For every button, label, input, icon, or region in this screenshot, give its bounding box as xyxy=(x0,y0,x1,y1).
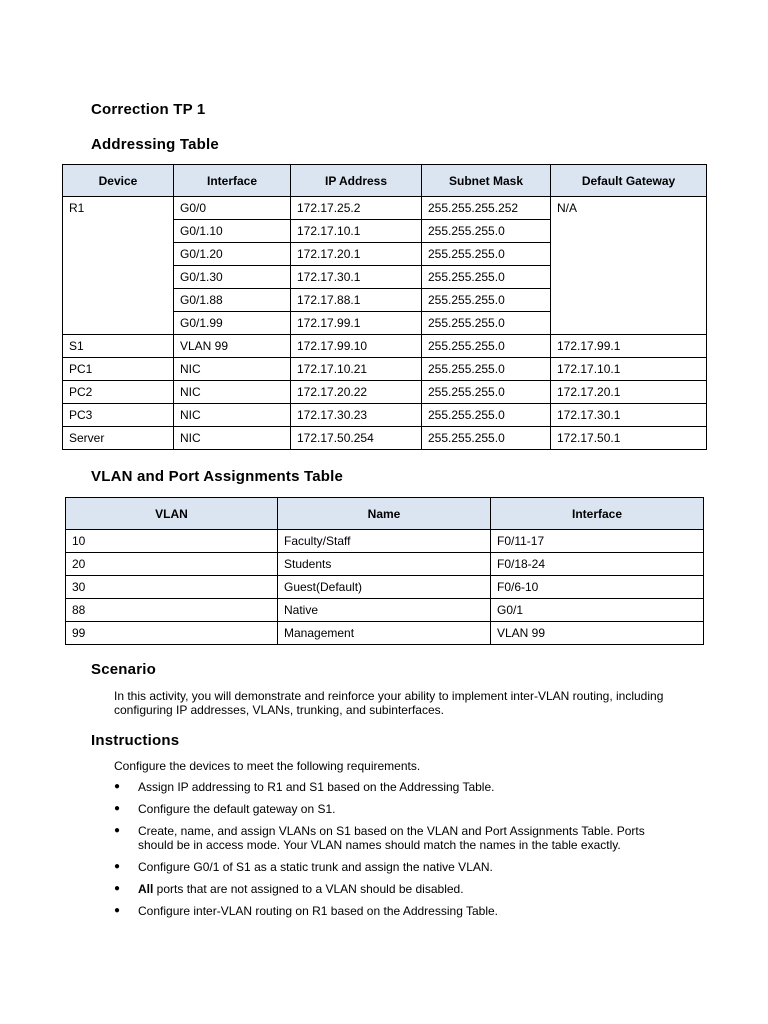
table-row xyxy=(63,404,707,427)
ip-address-cell: 172.17.99.1 xyxy=(291,312,422,335)
bullet-icon: ● xyxy=(114,861,121,872)
list-item xyxy=(114,860,674,874)
device-cell: S1 xyxy=(63,335,174,358)
vlan-name-cell: Students xyxy=(278,553,491,576)
gateway-cell xyxy=(551,266,707,289)
interface-cell: NIC xyxy=(174,404,291,427)
list-item-text: Create, name, and assign VLANs on S1 based on the VLAN and Port Assignments Table. Ports should be in access mode. Your VLAN names should match the names in the table exactly. xyxy=(138,824,645,852)
table-row xyxy=(66,622,704,645)
gateway-cell xyxy=(551,243,707,266)
interface-cell: G0/1.20 xyxy=(174,243,291,266)
device-cell: PC1 xyxy=(63,358,174,381)
header-default-gateway: Default Gateway xyxy=(551,165,707,197)
vlan-interface-cell: G0/1 xyxy=(491,599,704,622)
table-row xyxy=(63,427,707,450)
gateway-cell xyxy=(551,312,707,335)
list-item-text: Configure the default gateway on S1. xyxy=(138,802,336,816)
bullet-icon: ● xyxy=(114,781,121,792)
vlan-header-row xyxy=(66,498,704,530)
table-row xyxy=(66,530,704,553)
ip-address-cell: 172.17.10.21 xyxy=(291,358,422,381)
ip-address-cell: 172.17.10.1 xyxy=(291,220,422,243)
subnet-mask-cell: 255.255.255.0 xyxy=(422,266,551,289)
subnet-mask-cell: 255.255.255.0 xyxy=(422,427,551,450)
subnet-mask-cell: 255.255.255.252 xyxy=(422,197,551,220)
bullet-icon: ● xyxy=(114,803,121,814)
ip-address-cell: 172.17.88.1 xyxy=(291,289,422,312)
gateway-cell: N/A xyxy=(551,197,707,220)
ip-address-cell: 172.17.30.1 xyxy=(291,266,422,289)
list-item xyxy=(114,824,674,852)
ip-address-cell: 172.17.20.22 xyxy=(291,381,422,404)
vlan-interface-cell: F0/18-24 xyxy=(491,553,704,576)
vlan-name-cell: Faculty/Staff xyxy=(278,530,491,553)
vlan-name-cell: Native xyxy=(278,599,491,622)
instructions-intro: Configure the devices to meet the following requirements. xyxy=(114,759,421,773)
table-row xyxy=(63,266,707,289)
vlan-interface-cell: F0/11-17 xyxy=(491,530,704,553)
device-cell xyxy=(63,289,174,312)
addressing-table xyxy=(62,164,707,450)
device-cell xyxy=(63,266,174,289)
gateway-cell xyxy=(551,289,707,312)
bullet-icon: ● xyxy=(114,883,121,894)
table-row xyxy=(63,335,707,358)
gateway-cell: 172.17.99.1 xyxy=(551,335,707,358)
header-device: Device xyxy=(63,165,174,197)
device-cell xyxy=(63,220,174,243)
interface-cell: G0/1.88 xyxy=(174,289,291,312)
ip-address-cell: 172.17.30.23 xyxy=(291,404,422,427)
device-cell: PC3 xyxy=(63,404,174,427)
table-row xyxy=(63,358,707,381)
list-item-text: Assign IP addressing to R1 and S1 based on the Addressing Table. xyxy=(138,780,495,794)
subnet-mask-cell: 255.255.255.0 xyxy=(422,404,551,427)
subnet-mask-cell: 255.255.255.0 xyxy=(422,358,551,381)
bullet-icon: ● xyxy=(114,825,121,836)
gateway-cell: 172.17.50.1 xyxy=(551,427,707,450)
list-item xyxy=(114,802,674,816)
table-row xyxy=(66,553,704,576)
interface-cell: NIC xyxy=(174,358,291,381)
table-row xyxy=(63,243,707,266)
header-interface: Interface xyxy=(491,498,704,530)
requirements-list xyxy=(114,780,674,926)
interface-cell: VLAN 99 xyxy=(174,335,291,358)
subnet-mask-cell: 255.255.255.0 xyxy=(422,335,551,358)
table-row xyxy=(63,381,707,404)
vlan-interface-cell: VLAN 99 xyxy=(491,622,704,645)
gateway-cell: 172.17.10.1 xyxy=(551,358,707,381)
instructions-heading: Instructions xyxy=(91,732,180,749)
device-cell xyxy=(63,243,174,266)
header-subnet-mask: Subnet Mask xyxy=(422,165,551,197)
table-row xyxy=(66,576,704,599)
device-cell xyxy=(63,312,174,335)
vlan-id-cell: 88 xyxy=(66,599,278,622)
vlan-name-cell: Guest(Default) xyxy=(278,576,491,599)
vlan-port-table xyxy=(65,497,704,645)
header-ip-address: IP Address xyxy=(291,165,422,197)
subnet-mask-cell: 255.255.255.0 xyxy=(422,220,551,243)
list-item-text: Configure inter-VLAN routing on R1 based on the Addressing Table. xyxy=(138,904,499,918)
header-name: Name xyxy=(278,498,491,530)
interface-cell: G0/1.10 xyxy=(174,220,291,243)
list-item-text: Configure G0/1 of S1 as a static trunk and assign the native VLAN. xyxy=(138,860,493,874)
interface-cell: G0/1.30 xyxy=(174,266,291,289)
vlan-id-cell: 30 xyxy=(66,576,278,599)
gateway-cell: 172.17.20.1 xyxy=(551,381,707,404)
device-cell: PC2 xyxy=(63,381,174,404)
vlan-interface-cell: F0/6-10 xyxy=(491,576,704,599)
table-row xyxy=(63,289,707,312)
table-row xyxy=(63,197,707,220)
interface-cell: NIC xyxy=(174,381,291,404)
addressing-header-row xyxy=(63,165,707,197)
subnet-mask-cell: 255.255.255.0 xyxy=(422,312,551,335)
list-item xyxy=(114,882,674,896)
gateway-cell: 172.17.30.1 xyxy=(551,404,707,427)
gateway-cell xyxy=(551,220,707,243)
interface-cell: G0/1.99 xyxy=(174,312,291,335)
vlan-id-cell: 20 xyxy=(66,553,278,576)
table-row xyxy=(63,312,707,335)
document-title: Correction TP 1 xyxy=(91,101,206,118)
vlan-id-cell: 10 xyxy=(66,530,278,553)
subnet-mask-cell: 255.255.255.0 xyxy=(422,289,551,312)
interface-cell: NIC xyxy=(174,427,291,450)
list-item xyxy=(114,904,674,918)
scenario-heading: Scenario xyxy=(91,661,156,678)
vlan-name-cell: Management xyxy=(278,622,491,645)
subnet-mask-cell: 255.255.255.0 xyxy=(422,243,551,266)
table-row xyxy=(63,220,707,243)
ip-address-cell: 172.17.99.10 xyxy=(291,335,422,358)
header-vlan: VLAN xyxy=(66,498,278,530)
list-item xyxy=(114,780,674,794)
list-item-text: ports that are not assigned to a VLAN should be disabled. xyxy=(153,882,464,896)
device-cell: Server xyxy=(63,427,174,450)
ip-address-cell: 172.17.25.2 xyxy=(291,197,422,220)
device-cell: R1 xyxy=(63,197,174,220)
emphasis-text: All xyxy=(138,882,154,896)
header-interface: Interface xyxy=(174,165,291,197)
interface-cell: G0/0 xyxy=(174,197,291,220)
bullet-icon: ● xyxy=(114,905,121,916)
vlan-table-heading: VLAN and Port Assignments Table xyxy=(91,468,344,485)
table-row xyxy=(66,599,704,622)
subnet-mask-cell: 255.255.255.0 xyxy=(422,381,551,404)
ip-address-cell: 172.17.20.1 xyxy=(291,243,422,266)
addressing-table-heading: Addressing Table xyxy=(91,136,219,153)
vlan-id-cell: 99 xyxy=(66,622,278,645)
scenario-text: In this activity, you will demonstrate and reinforce your ability to implement inter-VLAN routing, including configuring IP addresses, VLANs, trunking, and subinterfaces. xyxy=(114,689,664,717)
ip-address-cell: 172.17.50.254 xyxy=(291,427,422,450)
